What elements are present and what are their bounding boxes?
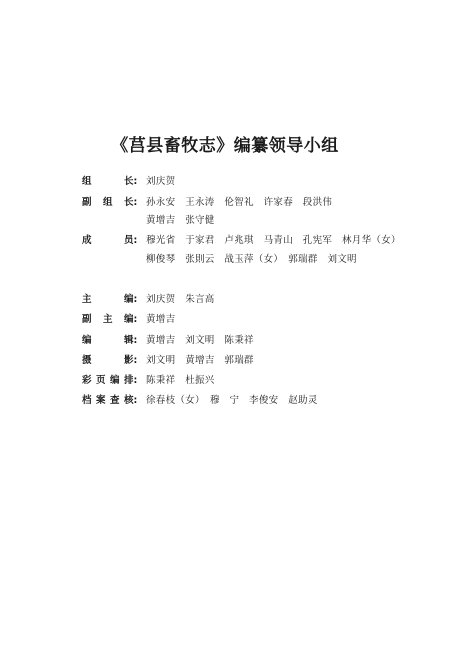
archive-review-names: 徐春枝（女） 穆 宁 李俊安 赵助灵 [146, 395, 318, 406]
color-layout-names: 陈秉祥 杜振兴 [146, 375, 215, 386]
group-leader-names: 刘庆贺 [146, 176, 176, 187]
members-names-line2: 柳俊琴 张則云 战玉萍（女） 郭瑞群 刘文明 [146, 254, 357, 265]
chief-editor-names: 刘庆贺 朱言高 [146, 294, 215, 305]
page-title: 《莒县畜牧志》编纂领导小组 [111, 136, 339, 156]
document-page: 《莒县畜牧志》编纂领导小组 组 长: 刘庆贺 副 组 长: 孙永安 王永涛 伦智礼 许家春 段洪伟 黄增吉 张守健 成 员: 穆光省 于家君 卢兆琪 马青山 孔宪军 林月华（女） 柳俊琴 张則云 战玉萍（女） 郭瑞群 刘文明 主 编: 刘庆贺 朱言高 副 主 编: 黄增吉 编 辑: 黄增吉 刘文明 陈秉祥 摄 影: 刘文明 黄增吉 郭瑞群 彩 页 编 排: 陈秉祥 杜振兴 档 案 查 核: 徐春枝（女） 穆 宁 李俊安 赵助灵 [0, 0, 450, 657]
deputy-leader-names-line1: 孙永安 王永涛 伦智礼 许家春 段洪伟 [146, 197, 333, 208]
photography-names: 刘文明 黄增吉 郭瑞群 [146, 355, 254, 366]
deputy-chief-editor-names: 黄增吉 [146, 314, 176, 325]
editors-names: 黄增吉 刘文明 陈秉祥 [146, 335, 254, 346]
deputy-leader-names-line2: 黄增吉 张守健 [146, 215, 215, 226]
members-names-line1: 穆光省 于家君 卢兆琪 马青山 孔宪军 林月华（女） [146, 235, 401, 246]
